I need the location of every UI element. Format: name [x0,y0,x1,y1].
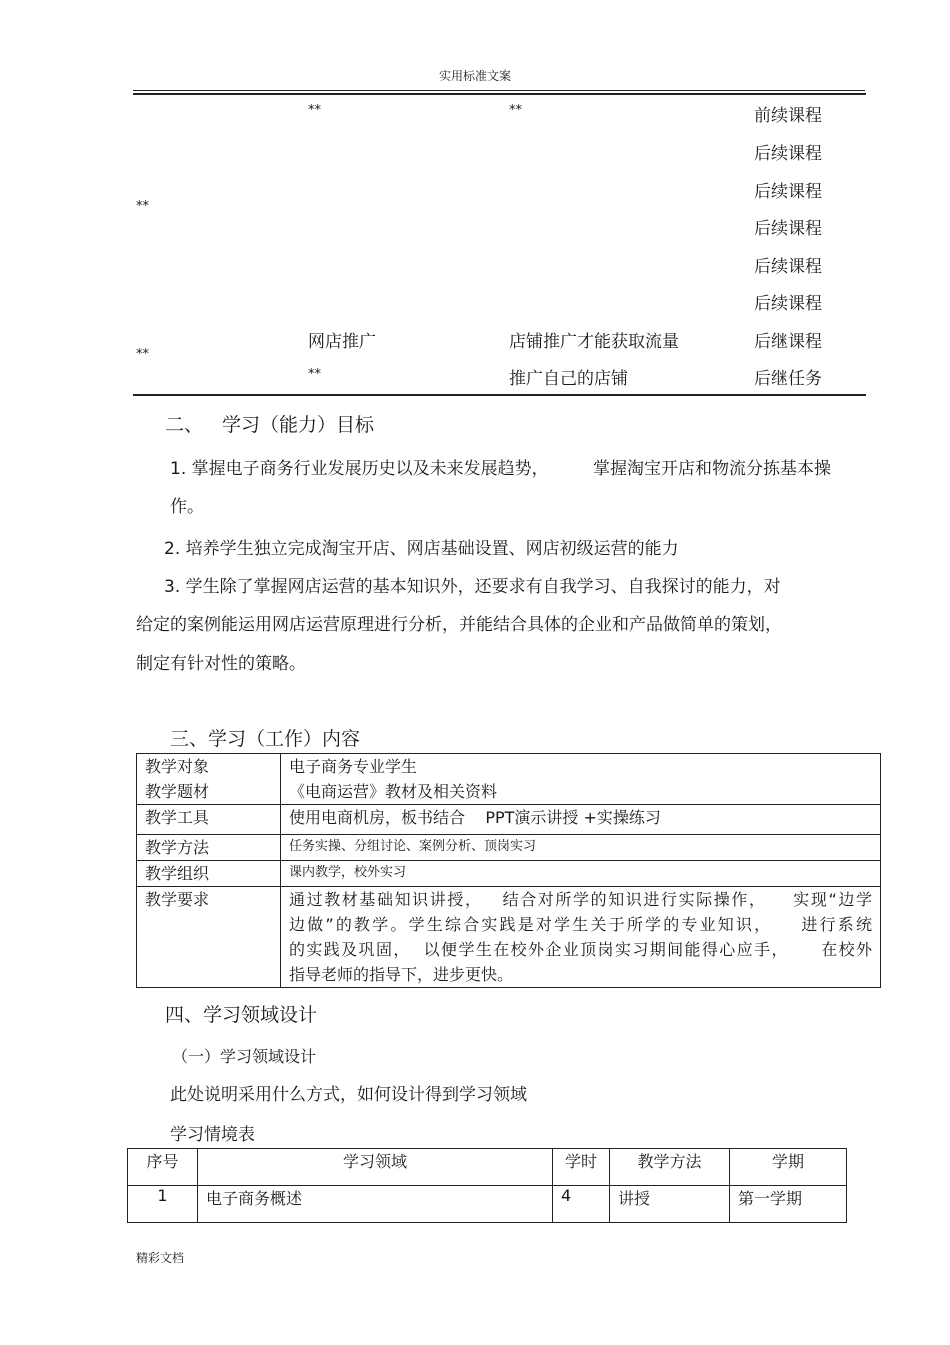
page-header-title: 实用标准文案 [438,69,511,83]
section4-heading: 四、学习领域设计 [165,1004,318,1026]
goal-1-line-1a: 1. 掌握电子商务行业发展历史以及未来发展趋势， [170,459,549,479]
top-table-c4-item: 后续课程 [754,182,822,202]
label-teaching-target: 教学对象 [145,757,210,776]
section2-heading: 学习（能力）目标 [222,414,375,436]
learning-situation-table [127,1148,847,1223]
column-header-hours: 学时 [553,1149,610,1186]
cell-method: 讲授 [610,1186,730,1223]
label-teaching-organization: 教学组织 [137,861,281,887]
top-table-r1-c2: ** [308,103,321,118]
label-teaching-requirements: 教学要求 [137,887,281,988]
value-teaching-tools: 使用电商机房，板书结合 PPT演示讲授 +实操练习 [281,805,881,835]
cell-hours: 4 [553,1186,610,1223]
value-teaching-material: 《电商运营》教材及相关资料 [289,782,498,801]
goal-3-line-2: 给定的案例能运用网店运营原理进行分析，并能结合具体的企业和产品做简单的策划， [136,615,782,635]
top-table-r1-c4: 前续课程 [754,106,822,126]
header-rule-thick [133,93,866,95]
table-row [137,861,881,887]
goal-3-line-1: 3. 学生除了掌握网店运营的基本知识外，还要求有自我学习、自我探讨的能力，对 [164,577,781,597]
label-teaching-method: 教学方法 [137,835,281,861]
table-cell-value [281,754,881,805]
section4-description: 此处说明采用什么方式，如何设计得到学习领域 [170,1085,527,1105]
value-teaching-method: 任务实操、分组讨论、案例分析、顶岗实习 [281,835,881,861]
table-row [137,805,881,835]
top-table-c4-item: 后续课程 [754,219,822,239]
top-table-left-a: ** [136,199,149,214]
requirements-line: 的实践及巩固， 以便学生在校外企业顶岗实习期间能得心应手， 在校外 [289,940,872,959]
label-teaching-tools: 教学工具 [137,805,281,835]
column-header-domain: 学习领域 [198,1149,553,1186]
cell-domain: 电子商务概述 [198,1186,553,1223]
teaching-content-table [136,753,881,988]
table-row [137,835,881,861]
top-table-rb1-c3: 店铺推广才能获取流量 [509,332,679,352]
column-header-index: 序号 [128,1149,198,1186]
value-teaching-organization: 课内教学，校外实习 [281,861,881,887]
table-row [128,1186,847,1223]
top-table-bottom-rule [133,394,866,396]
goal-1-line-1b: 掌握淘宝开店和物流分拣基本操 [593,459,831,479]
requirements-line: 指导老师的指导下，进步更快。 [289,965,514,984]
section2-heading-number: 二、 [165,414,204,436]
value-teaching-requirements [281,887,881,988]
table-row [137,754,881,805]
goal-3-line-3: 制定有针对性的策略。 [136,654,306,674]
goal-1-line-2: 作。 [170,497,204,517]
requirements-line: 通过教材基础知识讲授， 结合对所学的知识进行实际操作， 实现“边学 [289,890,872,909]
top-table-rb2-c4: 后继任务 [754,369,822,389]
cell-semester: 第一学期 [730,1186,847,1223]
goal-2: 2. 培养学生独立完成淘宝开店、网店基础设置、网店初级运营的能力 [164,539,679,559]
top-table-left-b: ** [136,347,149,362]
table-row [137,887,881,988]
top-table-c4-item: 后续课程 [754,257,822,277]
section4-subheading: （一）学习领域设计 [172,1047,317,1066]
top-table-c4-item: 后续课程 [754,144,822,164]
top-table-rb1-c4: 后继课程 [754,332,822,352]
section3-heading: 三、学习（工作）内容 [170,728,361,750]
label-teaching-material: 教学题材 [145,782,210,801]
column-header-method: 教学方法 [610,1149,730,1186]
top-table-rb2-c2: ** [308,367,321,382]
requirements-line: 边做”的教学。学生综合实践是对学生关于所学的专业知识， 进行系统 [289,915,872,934]
top-table-r1-c3: ** [509,103,522,118]
table-cell-label [137,754,281,805]
header-rule-thin [133,90,865,91]
top-table-c4-item: 后续课程 [754,294,822,314]
table-header-row [128,1149,847,1186]
top-table-rb2-c3: 推广自己的店铺 [509,369,628,389]
top-table-rb1-c2: 网店推广 [308,332,376,352]
value-teaching-target: 电子商务专业学生 [289,757,418,776]
page-footer-text: 精彩文档 [136,1251,185,1265]
cell-index: 1 [128,1186,198,1223]
learning-situation-caption: 学习情境表 [170,1125,255,1145]
column-header-semester: 学期 [730,1149,847,1186]
